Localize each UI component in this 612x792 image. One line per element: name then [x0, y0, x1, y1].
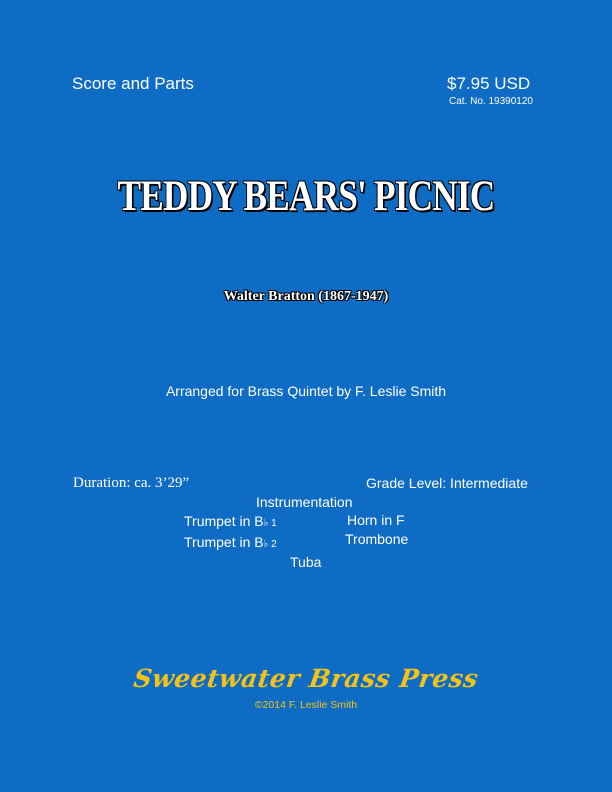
catalog-number: Cat. No. 19390120	[449, 96, 533, 107]
arrangement-credit: Arranged for Brass Quintet by F. Leslie Smith	[165, 383, 447, 399]
grade-level: Grade Level: Intermediate	[366, 475, 528, 491]
flat-sign: ♭	[263, 518, 269, 529]
duration: Duration: ca. 3’29”	[73, 475, 190, 491]
copyright: ©2014 F. Leslie Smith	[254, 699, 358, 711]
score-and-parts-label: Score and Parts	[72, 74, 194, 93]
instrument-trumpet-1	[184, 513, 277, 529]
instrument-horn: Horn in F	[347, 512, 405, 528]
instrument-trumpet-2	[184, 534, 277, 550]
instrument-name: Trumpet in B	[184, 534, 264, 550]
instrumentation-heading: Instrumentation	[256, 494, 353, 510]
instrument-name: Trumpet in B	[184, 513, 264, 529]
price: $7.95 USD	[447, 74, 531, 93]
instrument-number: 1	[268, 518, 277, 529]
piece-title: TEDDY BEARS' PICNIC	[117, 173, 495, 220]
instrument-tuba: Tuba	[290, 554, 322, 570]
instrument-trombone: Trombone	[345, 531, 409, 547]
publisher-logo: Sweetwater Brass Press	[131, 664, 481, 693]
instrument-number: 2	[268, 539, 277, 550]
composer: Walter Bratton (1867-1947)	[223, 289, 389, 304]
flat-sign: ♭	[263, 539, 269, 550]
